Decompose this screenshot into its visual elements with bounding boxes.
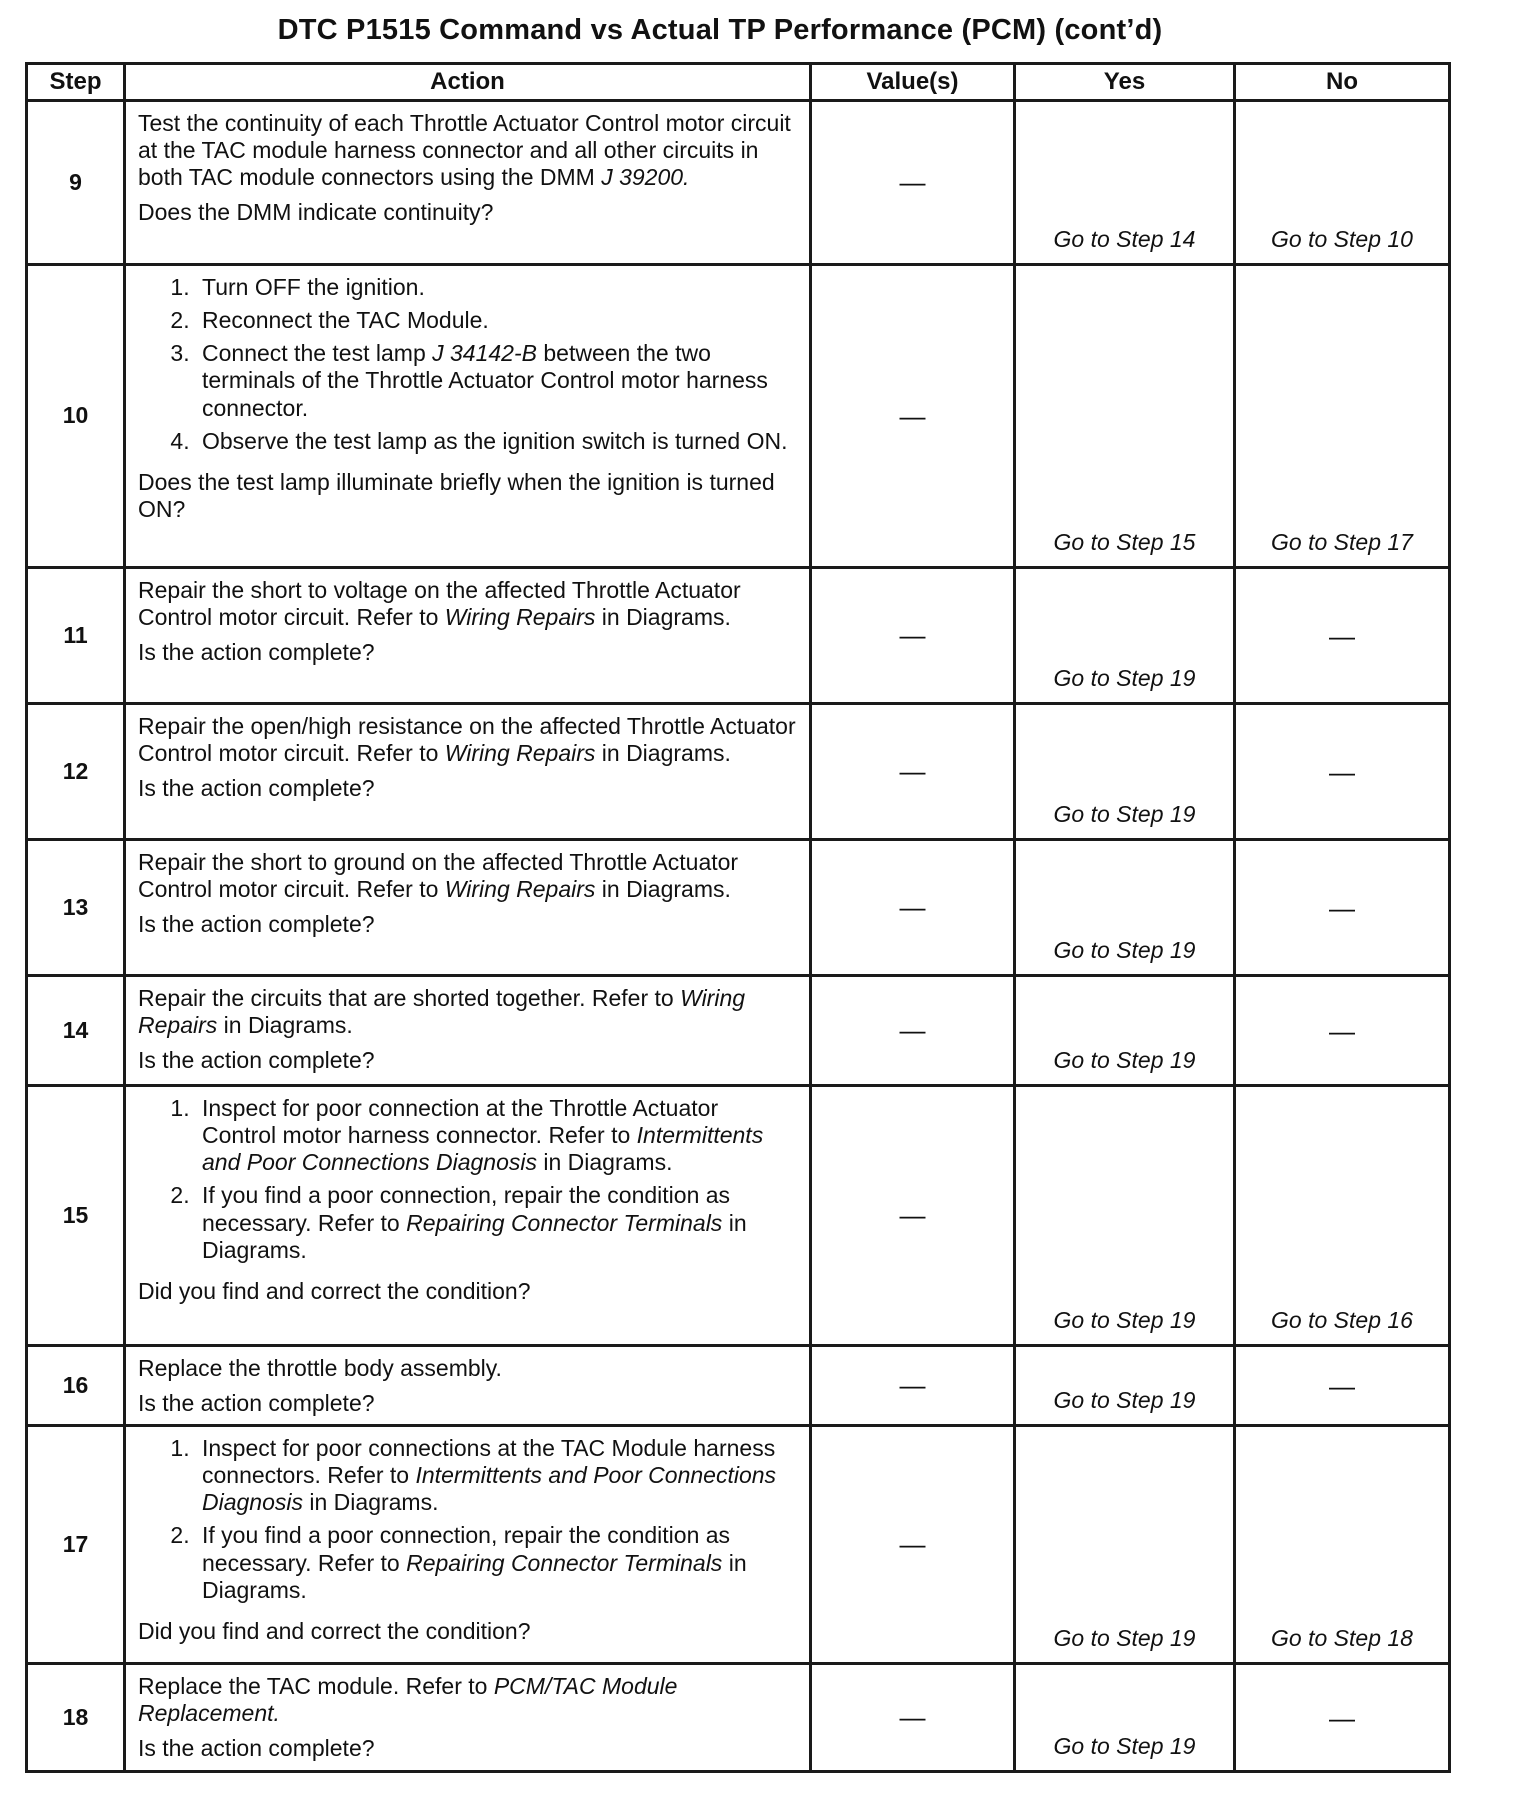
action-cell [125, 1664, 811, 1772]
action-step-item [196, 307, 797, 334]
text-fragment: between the two terminals of the Throttle Actuator Control motor harness connector. [202, 340, 768, 421]
no-result: — [1235, 1346, 1450, 1426]
yes-result: Go to Step 19 [1015, 1086, 1235, 1346]
step-number: 15 [27, 1086, 125, 1346]
action-step-item [196, 1522, 797, 1603]
reference-link-text: Repairing Connector Terminals [406, 1549, 723, 1576]
text-fragment: in Diagrams. [202, 1549, 747, 1603]
text-fragment: Connect the test lamp [202, 340, 433, 367]
action-question: Is the action complete? [138, 911, 375, 938]
action-question: Is the action complete? [138, 1390, 375, 1417]
text-fragment: Observe the test lamp as the ignition switch is turned ON. [202, 427, 788, 454]
diagnostic-table [25, 62, 1451, 1773]
action-question: Does the test lamp illuminate briefly when the ignition is turned ON? [138, 468, 775, 522]
table-row [27, 101, 1450, 265]
table-row [27, 568, 1450, 704]
header-no: No [1235, 64, 1450, 101]
action-question: Did you find and correct the condition? [138, 1277, 531, 1304]
page-title: DTC P1515 Command vs Actual TP Performance (PCM) (cont’d) [277, 14, 1163, 46]
action-cell [125, 1426, 811, 1664]
text-fragment: in Diagrams. [536, 1149, 673, 1176]
reference-link-text: Intermittents and Poor Connections Diagnosis [202, 1462, 777, 1516]
action-step-item [196, 1182, 797, 1263]
step-number: 18 [27, 1664, 125, 1772]
text-fragment: Inspect for poor connection at the Throttle Actuator Control motor harness connector. Refer to [202, 1095, 719, 1149]
action-cell [125, 840, 811, 976]
action-text [138, 110, 797, 191]
reference-link-text: J 39200. [601, 164, 690, 191]
action-cell [125, 265, 811, 568]
action-step-item [196, 1095, 797, 1176]
yes-result: Go to Step 14 [1015, 101, 1235, 265]
action-step-item [196, 274, 797, 301]
action-question: Is the action complete? [138, 1735, 375, 1762]
no-result: — [1235, 976, 1450, 1086]
value-cell: — [811, 840, 1015, 976]
action-steps-list [138, 1435, 797, 1604]
yes-result: Go to Step 19 [1015, 704, 1235, 840]
action-content [138, 849, 797, 938]
action-text [138, 713, 797, 767]
yes-result: Go to Step 19 [1015, 1346, 1235, 1426]
action-question: Is the action complete? [138, 775, 375, 802]
reference-link-text: Wiring Repairs [444, 740, 596, 767]
action-text [138, 577, 797, 631]
action-content [138, 1355, 797, 1417]
no-result: — [1235, 568, 1450, 704]
no-result: — [1235, 704, 1450, 840]
action-step-item [196, 340, 797, 421]
action-instructions [138, 849, 797, 903]
value-cell: — [811, 1426, 1015, 1664]
action-content [138, 1673, 797, 1762]
text-fragment: in Diagrams. [595, 876, 731, 903]
yes-result: Go to Step 15 [1015, 265, 1235, 568]
value-cell: — [811, 704, 1015, 840]
value-cell: — [811, 976, 1015, 1086]
header-yes: Yes [1015, 64, 1235, 101]
table-row [27, 1346, 1450, 1426]
value-cell: — [811, 1346, 1015, 1426]
action-instructions [138, 1435, 797, 1610]
action-cell [125, 1346, 811, 1426]
action-instructions [138, 1673, 797, 1727]
action-content [138, 274, 797, 523]
reference-link-text: J 34142-B [432, 340, 537, 367]
action-steps-list [138, 274, 797, 455]
action-question: Did you find and correct the condition? [138, 1617, 531, 1644]
action-cell [125, 976, 811, 1086]
table-row [27, 1664, 1450, 1772]
text-fragment: in Diagrams. [303, 1489, 439, 1516]
text-fragment: in Diagrams. [217, 1012, 353, 1039]
no-result: — [1235, 1664, 1450, 1772]
header-action: Action [125, 64, 811, 101]
action-instructions [138, 274, 797, 461]
action-text [138, 1355, 797, 1382]
step-number: 11 [27, 568, 125, 704]
table-row [27, 1086, 1450, 1346]
no-result: Go to Step 16 [1235, 1086, 1450, 1346]
step-number: 17 [27, 1426, 125, 1664]
table-row [27, 265, 1450, 568]
text-fragment: in Diagrams. [595, 740, 731, 767]
action-instructions [138, 713, 797, 767]
text-fragment: Replace the throttle body assembly. [138, 1355, 502, 1381]
action-instructions [138, 1355, 797, 1382]
value-cell: — [811, 1086, 1015, 1346]
text-fragment: in Diagrams. [595, 604, 731, 631]
text-fragment: Test the continuity of each Throttle Actuator Control motor circuit at the TAC module harness connector and all other circuits in both TAC module connectors using the DMM [138, 110, 791, 191]
text-fragment: Repair the open/high resistance on the affected Throttle Actuator Control motor circuit. Refer to [138, 713, 796, 767]
reference-link-text: Wiring Repairs [444, 876, 596, 903]
action-steps-list [138, 1095, 797, 1264]
action-content [138, 1435, 797, 1645]
action-step-item [196, 1435, 797, 1516]
action-cell [125, 568, 811, 704]
action-text [138, 849, 797, 903]
text-fragment: Inspect for poor connections at the TAC Module harness connectors. Refer to [202, 1435, 776, 1489]
reference-link-text: Wiring Repairs [138, 985, 746, 1039]
action-content [138, 1095, 797, 1305]
table-header-row [27, 64, 1450, 101]
table-row [27, 840, 1450, 976]
yes-result: Go to Step 19 [1015, 1426, 1235, 1664]
value-cell: — [811, 265, 1015, 568]
reference-link-text: Repairing Connector Terminals [406, 1209, 723, 1236]
value-cell: — [811, 568, 1015, 704]
action-text [138, 985, 797, 1039]
action-content [138, 577, 797, 666]
action-instructions [138, 577, 797, 631]
action-question: Is the action complete? [138, 639, 375, 666]
table-row [27, 704, 1450, 840]
action-question: Is the action complete? [138, 1047, 375, 1074]
yes-result: Go to Step 19 [1015, 976, 1235, 1086]
step-number: 9 [27, 101, 125, 265]
no-result: — [1235, 840, 1450, 976]
action-cell [125, 1086, 811, 1346]
text-fragment: Reconnect the TAC Module. [202, 307, 489, 334]
text-fragment: If you find a poor connection, repair the condition as necessary. Refer to [202, 1522, 731, 1576]
text-fragment: Turn OFF the ignition. [202, 274, 425, 300]
action-content [138, 110, 797, 227]
yes-result: Go to Step 19 [1015, 1664, 1235, 1772]
text-fragment: If you find a poor connection, repair the condition as necessary. Refer to [202, 1182, 731, 1236]
action-question: Does the DMM indicate continuity? [138, 199, 494, 226]
action-content [138, 985, 797, 1074]
step-number: 12 [27, 704, 125, 840]
action-content [138, 713, 797, 802]
value-cell: — [811, 101, 1015, 265]
action-step-item [196, 428, 797, 455]
step-number: 10 [27, 265, 125, 568]
header-values: Value(s) [811, 64, 1015, 101]
step-number: 13 [27, 840, 125, 976]
reference-link-text: Intermittents and Poor Connections Diagnosis [202, 1122, 764, 1176]
text-fragment: Replace the TAC module. Refer to [138, 1673, 494, 1699]
text-fragment: Repair the short to ground on the affected Throttle Actuator Control motor circuit. Refer to [138, 849, 739, 903]
step-number: 14 [27, 976, 125, 1086]
action-cell [125, 704, 811, 840]
step-number: 16 [27, 1346, 125, 1426]
table-row [27, 1426, 1450, 1664]
reference-link-text: PCM/TAC Module Replacement. [138, 1673, 678, 1727]
no-result: Go to Step 18 [1235, 1426, 1450, 1664]
header-step: Step [27, 64, 125, 101]
no-result: Go to Step 10 [1235, 101, 1450, 265]
yes-result: Go to Step 19 [1015, 840, 1235, 976]
value-cell: — [811, 1664, 1015, 1772]
action-text [138, 1673, 797, 1727]
action-cell [125, 101, 811, 265]
text-fragment: Repair the circuits that are shorted together. Refer to [138, 985, 681, 1011]
action-instructions [138, 985, 797, 1039]
text-fragment: in Diagrams. [202, 1209, 747, 1263]
reference-link-text: Wiring Repairs [444, 604, 596, 631]
action-instructions [138, 1095, 797, 1270]
no-result: Go to Step 17 [1235, 265, 1450, 568]
action-instructions [138, 110, 797, 191]
text-fragment: Repair the short to voltage on the affected Throttle Actuator Control motor circuit. Refer to [138, 577, 741, 631]
yes-result: Go to Step 19 [1015, 568, 1235, 704]
table-row [27, 976, 1450, 1086]
